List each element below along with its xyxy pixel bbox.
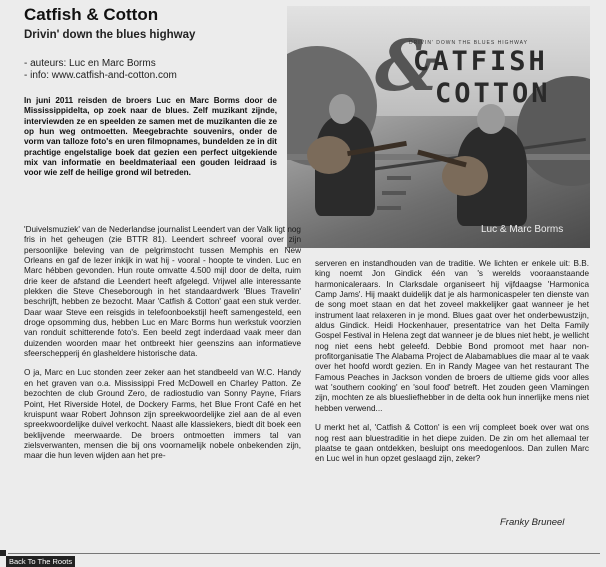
photo-guitar-left	[307, 136, 351, 174]
article-subtitle: Drivin' down the blues highway	[24, 29, 196, 41]
body-column-right	[315, 259, 589, 465]
book-cover-photo	[287, 6, 590, 248]
photo-tie	[382, 191, 406, 195]
info-line: - info: www.catfish-and-cotton.com	[24, 70, 177, 81]
logo-ampersand: &	[375, 24, 439, 107]
article-title: Catfish & Cotton	[24, 5, 159, 24]
footer-rule	[8, 553, 600, 554]
authors-line: - auteurs: Luc en Marc Borms	[24, 58, 156, 69]
photo-tie	[377, 206, 401, 210]
logo-tagline: DRIVIN' DOWN THE BLUES HIGHWAY	[409, 40, 528, 46]
body-paragraph: serveren en instandhouden van de traditie. We lichten er enkele uit: B.B. king noemt Jon Gindick één van 's werelds vooraanstaande harmonicaleraars. In Clarksdale organiseert hij vijfdaagse 'Harmonica Camp Jams'. Hij maakt duidelijk dat je als harmonicaspeler ten dienste van de song moet staan en dat het zoveel makkelijker gaat wanneer je het instrument laat relaxeren in je mond. Blues gaat over het onderbewustzijn, aldus Gindick. Heidi Hockenhauer, presentatrice van het Delta Family Gospel Festival in Helena zegt dat wanneer je de blues niet hebt, je wellicht nog niet eens hebt geleefd. Debbie Bond promoot met haar non-profitorganisatie The Alabama Project de Alabamablues die maar al te vaak over het hoofd wordt gezien. En in Randy Magee van het restaurant The Famous Peaches in Jackson vonden de broers de ultieme gids voor alles wat 'southern cooking' en 'soul food' betreft. Het zouden geen Vlamingen zijn, mochten ze als bluesliefhebber in de delta ook hun innerlijke mens niet hebben verwend...	[315, 259, 589, 413]
photo-caption: Luc & Marc Borms	[481, 224, 564, 235]
body-paragraph: U merkt het al, 'Catfish & Cotton' is een vrij compleet boek over wat ons nog rest aan bluestraditie in het diepe zuiden. De zin om het allemaal ter plaatse te gaan ontdekken, besluipt ons meedogenloos. Dan zullen Marc en Luc wel in hun opzet geslaagd zijn, zeker?	[315, 423, 589, 464]
logo-word-cotton: COTTON	[435, 78, 551, 109]
book-logo	[375, 16, 585, 116]
intro-paragraph: In juni 2011 reisden de broers Luc en Marc Borms door de Mississippidelta, op zoek naar de blues. Zelf muzikant zijnde, interviewden ze en speelden ze samen met de muzikanten die ze op hun weg ontmoetten. Meegebrachte souvenirs, onder de vorm van talloze foto's en uren filmopnames, bundelden ze in dit prachtige engelstalige boek dat gezien een perfect uitgekiende mix van informatie en beeldmateriaal een gouden leidraad is voor wie zelf de heilige grond wil betreden.	[24, 96, 277, 178]
photo-tie	[387, 176, 411, 180]
magazine-name: Back To The Roots	[6, 556, 75, 567]
body-paragraph: 'Duivelsmuziek' van de Nederlandse journalist Leendert van der Valk ligt nog fris in het geheugen (zie BTTR 81). Leendert schreef vooral over zijn persoonlijke beleving van de pelgrimstocht tussen Memphis en New Orleans en gaf de lezer inkijk in wat hij - vooral - hoopte te vinden. Luc en Marc hébben gevonden. Hun route omvatte 4.500 mijl door de delta, ruim drie keer de afstand die Leendert heeft afgelegd. Vrijwel alle interessante plekken die Steve Cheseborough in het standaardwerk 'Blues Travelin' beschrijft, hebben ze bezocht. Maar 'Catfish & Cotton' gaat een stuk verder. Daar waar Steve een reisgids in telefoonboekstijl heeft samengesteld, een droge opsomming dus, hebben Luc en Marc Borms hun werkstuk voorzien van ronduit schitterende foto's. Een beeld zegt inderdaad vaak meer dan duizenden woorden maar het ontbreekt hier geenszins aan informatieve sfeerschepperij én glasheldere historische data.	[24, 225, 301, 359]
page-footer	[0, 543, 606, 567]
body-paragraph: O ja, Marc en Luc stonden zeer zeker aan het standbeeld van W.C. Handy en het graven van o.a. Mississippi Fred McDowell en Charley Patton. Ze bezochten de club Ground Zero, de radiostudio van Sonny Payne, Friars Point, Het Riverside Hotel, de Dockery Farms, het Blue Front Café en het kruispunt waar Robert Johnson zijn spreekwoordelijke ziel aan de al even spreekwoordelijke duivel verkocht. Naast alle klassiekers, biedt dit boek een beklijvende meerwaarde. De broers ontmoetten immers tal van zielsverwanten, mensen die bij ons voornamelijk nobele onbekenden zijn, maar die hun leven wijden aan het pre-	[24, 368, 301, 461]
photo-head-left	[329, 94, 355, 124]
author-signature: Franky Bruneel	[500, 517, 565, 528]
logo-word-catfish: CATFISH	[413, 46, 548, 77]
body-column-left	[24, 225, 301, 462]
